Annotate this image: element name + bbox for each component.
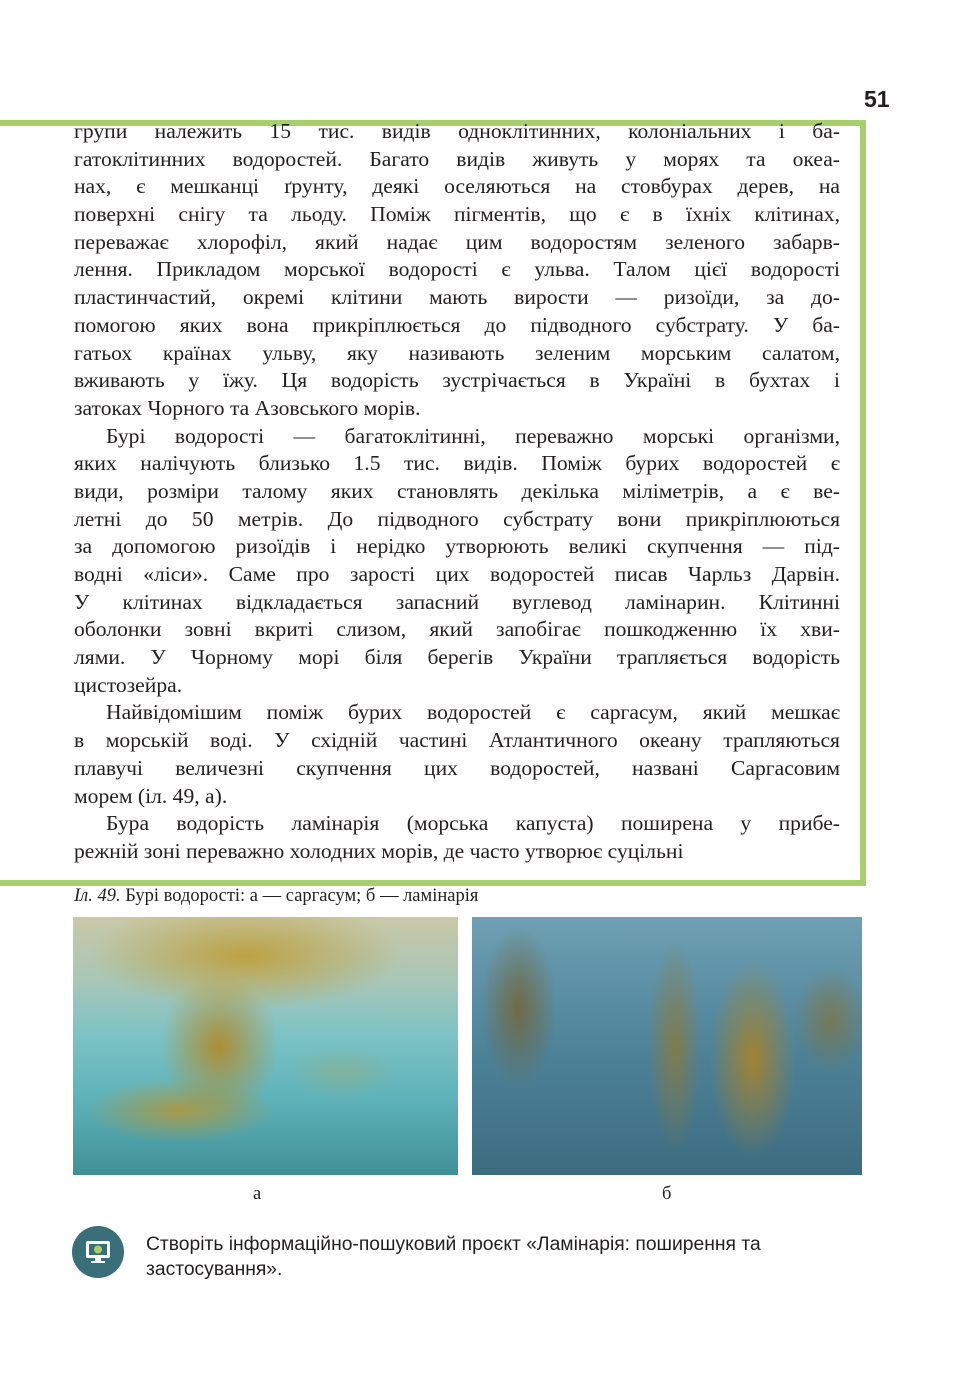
text-line: в морській воді. У східній частині Атлантичного океану трапляються [74,728,840,753]
text-line: Найвідомішим поміж бурих водоростей є саргасум, який мешкає [106,700,840,725]
text-line: нах, є мешканці ґрунту, деякі оселяються на стовбурах дерев, на [74,174,840,199]
text-line: яких налічують близько 1.5 тис. видів. Поміж бурих водоростей є [74,451,840,476]
computer-project-icon [72,1226,124,1278]
text-line: помогою яких вона прикріплюється до підводного субстрату. У ба- [74,312,840,337]
text-line: Бура водорість ламінарія (морська капуста) поширена у прибе- [106,811,840,836]
body-text [74,118,840,866]
text-line: У клітинах відкладається запасний вуглевод ламінарин. Клітинні [74,589,840,614]
photo-label-b: б [662,1184,672,1204]
task-text: Створіть інформаційно-пошуковий проєкт «Ламінарія: поширення та застосування». [146,1234,761,1280]
page-number: 51 [864,86,890,112]
figure-caption-text: Бурі водорості: а — саргасум; б — ламінарія [120,886,479,906]
text-line: оболонки зовні вкриті слизом, який запобігає пошкодженню їх хви- [74,617,840,642]
text-line: Бурі водорості — багатоклітинні, переважно морські організми, [106,423,840,448]
photo-label-a: а [253,1184,262,1204]
laminaria-photo [472,917,862,1175]
figure-number: Іл. 49. [74,886,121,906]
text-line: затоках Чорного та Азовського морів. [74,395,421,420]
text-line: пластинчастий, окремі клітини мають вирости — ризоїди, за до- [74,285,840,310]
text-line: цистозейра. [74,672,183,697]
sargassum-photo [73,917,458,1175]
text-line: плавучі величезні скупчення цих водоростей, названі Саргасовим [74,755,840,780]
text-line: групи належить 15 тис. видів одноклітинних, колоніальних і ба- [74,119,840,143]
text-line: режній зоні переважно холодних морів, де часто утворює суцільні [74,838,684,863]
text-line: поверхні снігу та льоду. Поміж пігментів, що є в їхніх клітинах, [74,202,840,227]
text-line: за допомогою ризоїдів і нерідко утворюють великі скупчення — під- [74,534,840,559]
text-line: лення. Прикладом морської водорості є ульва. Талом цієї водорості [74,257,840,282]
text-line: переважає хлорофіл, який надає цим водоростям зеленого забарв- [74,229,840,254]
figure-caption [74,886,478,907]
text-line: летні до 50 метрів. До підводного субстрату вони прикріплюються [74,506,840,531]
text-line: види, розміри талому яких становлять декілька міліметрів, а є ве- [74,478,840,503]
text-line: вживають у їжу. Ця водорість зустрічається в Україні в бухтах і [74,368,840,393]
text-line: водні «ліси». Саме про зарості цих водоростей писав Чарльз Дарвін. [74,562,840,586]
text-line: лями. У Чорному морі біля берегів України трапляється водорість [74,645,840,670]
text-line: морем (іл. 49, а). [74,783,228,808]
text-line: гатьох країнах ульву, яку називають зеленим морським салатом, [74,340,840,365]
text-line: гатоклітинних водоростей. Багато видів живуть у морях та океа- [74,146,840,171]
